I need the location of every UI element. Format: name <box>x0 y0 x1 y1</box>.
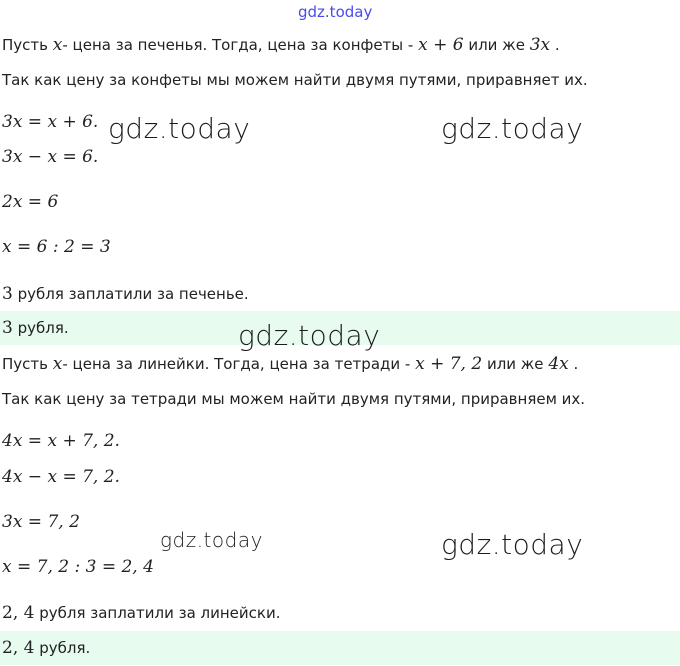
answer-text: рубля. <box>12 319 69 337</box>
problem2-intro <box>2 354 578 374</box>
problem1-intro <box>2 35 560 55</box>
problem1-equation-1: 3x = x + 6. <box>2 112 99 132</box>
math-expr-2: 3x <box>529 35 551 55</box>
problem2-equation-4: x = 7, 2 : 3 = 2, 4 <box>2 557 154 577</box>
problem1-conclusion <box>2 284 249 304</box>
intro-text-4: . <box>550 36 560 54</box>
conclusion-number: 2, 4 <box>2 603 35 623</box>
intro-text-2: - цена за печенья. Тогда, цена за конфеты - <box>62 36 419 54</box>
problem1-reasoning: Так как цену за конфеты мы можем найти двумя путями, приравняет их. <box>2 71 588 89</box>
problem1-equation-4: x = 6 : 2 = 3 <box>2 237 111 257</box>
problem1-answer <box>2 318 69 338</box>
answer-number: 3 <box>2 318 13 338</box>
math-expr: x + 6 <box>418 35 464 55</box>
conclusion-text: рубля заплатили за печенье. <box>12 285 249 303</box>
math-x: x <box>52 35 63 55</box>
conclusion-text: рубля заплатили за линейски. <box>34 604 281 622</box>
watermark-top: gdz.today <box>298 3 373 21</box>
problem2-equation-1: 4x = x + 7, 2. <box>2 431 120 451</box>
watermark: gdz.today <box>238 319 381 352</box>
problem2-answer <box>2 638 90 658</box>
intro-text-3: или же <box>463 36 530 54</box>
conclusion-number: 3 <box>2 284 13 304</box>
watermark: gdz.today <box>108 112 251 145</box>
problem2-equation-2: 4x − x = 7, 2. <box>2 467 120 487</box>
answer-number: 2, 4 <box>2 638 35 658</box>
watermark: gdz.today <box>441 112 584 145</box>
math-expr: x + 7, 2 <box>415 354 483 374</box>
problem2-answer-band <box>0 631 680 665</box>
problem2-conclusion <box>2 603 280 623</box>
intro-text-1: Пусть <box>2 36 53 54</box>
math-expr-2: 4x <box>548 354 569 374</box>
watermark: gdz.today <box>160 528 263 552</box>
answer-text: рубля. <box>34 639 91 657</box>
problem1-equation-2: 3x − x = 6. <box>2 147 99 167</box>
intro-text-4: . <box>568 355 579 373</box>
intro-text-1: Пусть <box>2 355 53 373</box>
watermark: gdz.today <box>441 528 584 561</box>
intro-text-2: - цена за линейки. Тогда, цена за тетради - <box>62 355 416 373</box>
intro-text-3: или же <box>482 355 549 373</box>
math-x: x <box>52 354 63 374</box>
problem2-reasoning: Так как цену за тетради мы можем найти двумя путями, приравняем их. <box>2 390 586 408</box>
problem1-equation-3: 2x = 6 <box>2 192 59 212</box>
problem2-equation-3: 3x = 7, 2 <box>2 512 80 532</box>
